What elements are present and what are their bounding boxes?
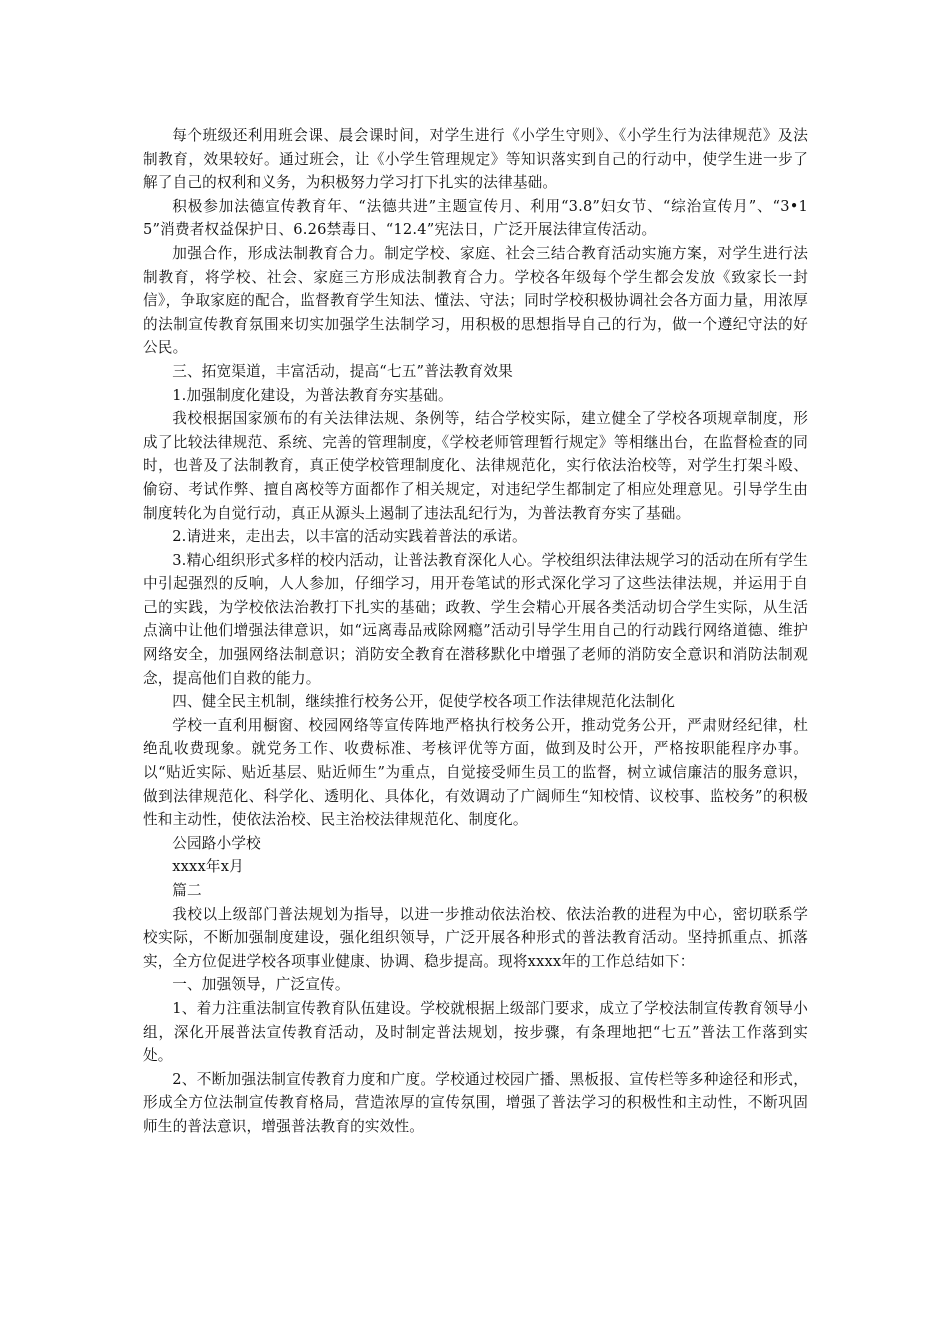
paragraph-class-meeting: 每个班级还利用班会课、晨会课时间，对学生进行《小学生守则》、《小学生行为法律规范》及法制教育，效果较好。通过班会，让《小学生管理规定》等知识落实到自己的行动中，使学生进一步了解了自己的权利和义务，为积极努力学习打下扎实的法律基础。	[143, 127, 808, 192]
paragraph-affairs-disclosure: 学校一直利用橱窗、校园网络等宣传阵地严格执行校务公开，推动党务公开，严肃财经纪律，杜绝乱收费现象。就党务工作、收费标准、考核评优等方面，做到及时公开，严格按职能程序办事。以“贴近实际、贴近基层、贴近师生”为重点，自觉接受师生员工的监督，树立诚信廉洁的服务意识，做到法律规范化、科学化、透明化、具体化，有效调动了广阔师生“知校情、议校事、监校务”的积极性和主动性，使依法治校、民主治校法律规范化、制度化。	[143, 716, 808, 829]
subheading-3-1: 1.加强制度化建设，为普法教育夯实基础。	[172, 386, 453, 404]
paragraph-regulations: 我校根据国家颁布的有关法律法规、条例等，结合学校实际，建立健全了学校各项规章制度，形成了比较法律规范、系统、完善的管理制度，《学校老师管理暂行规定》等相继出台，在监督检查的同时，也普及了法制教育，真正使学校管理制度化、法律规范化，实行依法治校等，对学生打架斗殴、偷窃、考试作弊、擅自离校等方面都作了相关规定，对违纪学生都制定了相应处理意见。引导学生由制度转化为自觉行动，真正从源头上遏制了违法乱纪行为，为普法教育夯实了基础。	[143, 410, 808, 522]
paragraph-cooperation: 加强合作，形成法制教育合力。制定学校、家庭、社会三结合教育活动实施方案，对学生进行法制教育，将学校、社会、家庭三方形成法制教育合力。学校各年级每个学生都会发放《致家长一封信》，争取家庭的配合，监督教育学生知法、懂法、守法；同时学校积极协调社会各方面力量，用浓厚的法制宣传教育氛围来切实加强学生法制学习，用积极的思想指导自己的行为，做一个遵纪守法的好公民。	[143, 244, 808, 357]
subheading-3-2: 2.请进来，走出去，以丰富的活动实践着普法的承诺。	[172, 528, 527, 546]
document-body	[143, 124, 808, 1139]
signature-date: xxxx年x月	[172, 858, 244, 876]
section-heading-3: 三、拓宽渠道，丰富活动，提高“七五”普法教育效果	[172, 362, 513, 380]
paragraph-team-building: 1、着力注重法制宣传教育队伍建设。学校就根据上级部门要求，成立了学校法制宣传教育领导小组，深化开展普法宣传教育活动，及时制定普法规划，按步骤，有条理地把“七五”普法工作落到实处。	[143, 999, 808, 1065]
section-heading-1: 一、加强领导，广泛宣传。	[172, 976, 350, 994]
signature-school-name: 公园路小学校	[172, 834, 261, 852]
paragraph-publicity-breadth: 2、不断加强法制宣传教育力度和广度。学校通过校园广播、黑板报、宣传栏等多种途径和形式，形成全方位法制宣传教育格局，营造浓厚的宣传氛围，增强了普法学习的积极性和主动性，不断巩固师生的普法意识，增强普法教育的实效性。	[143, 1070, 808, 1135]
section-heading-4: 四、健全民主机制，继续推行校务公开，促使学校各项工作法律规范化法制化	[172, 693, 676, 711]
paragraph-campus-activities: 3.精心组织形式多样的校内活动，让普法教育深化人心。学校组织法律法规学习的活动在所有学生中引起强烈的反响，人人参加，仔细学习，用开卷笔试的形式深化学习了这些法律法规，并运用于自己的实践，为学校依法治教打下扎实的基础；政教、学生会精心开展各类活动切合学生实际，从生活点滴中让他们增强法律意识，如“远离毒品戒除网瘾”活动引导学生用自己的行动践行网络道德、维护网络安全，加强网络法制意识；消防安全教育在潜移默化中增强了老师的消防安全意识和消防法制观念，提高他们自救的能力。	[143, 551, 808, 687]
part-two-heading: 篇二	[172, 882, 202, 899]
paragraph-publicity-events: 积极参加法德宣传教育年、“法德共进”主题宣传月、利用“3.8”妇女节、“综治宣传月”、“3•15”消费者权益保护日、6.26禁毒日、“12.4”宪法日，广泛开展法律宣传活动。	[143, 197, 808, 239]
paragraph-part-two-intro: 我校以上级部门普法规划为指导，以进一步推动依法治校、依法治教的进程为中心，密切联系学校实际，不断加强制度建设，强化组织领导，广泛开展各种形式的普法教育活动。坚持抓重点、抓落实，全方位促进学校各项事业健康、协调、稳步提高。现将xxxx年的工作总结如下：	[143, 905, 808, 970]
